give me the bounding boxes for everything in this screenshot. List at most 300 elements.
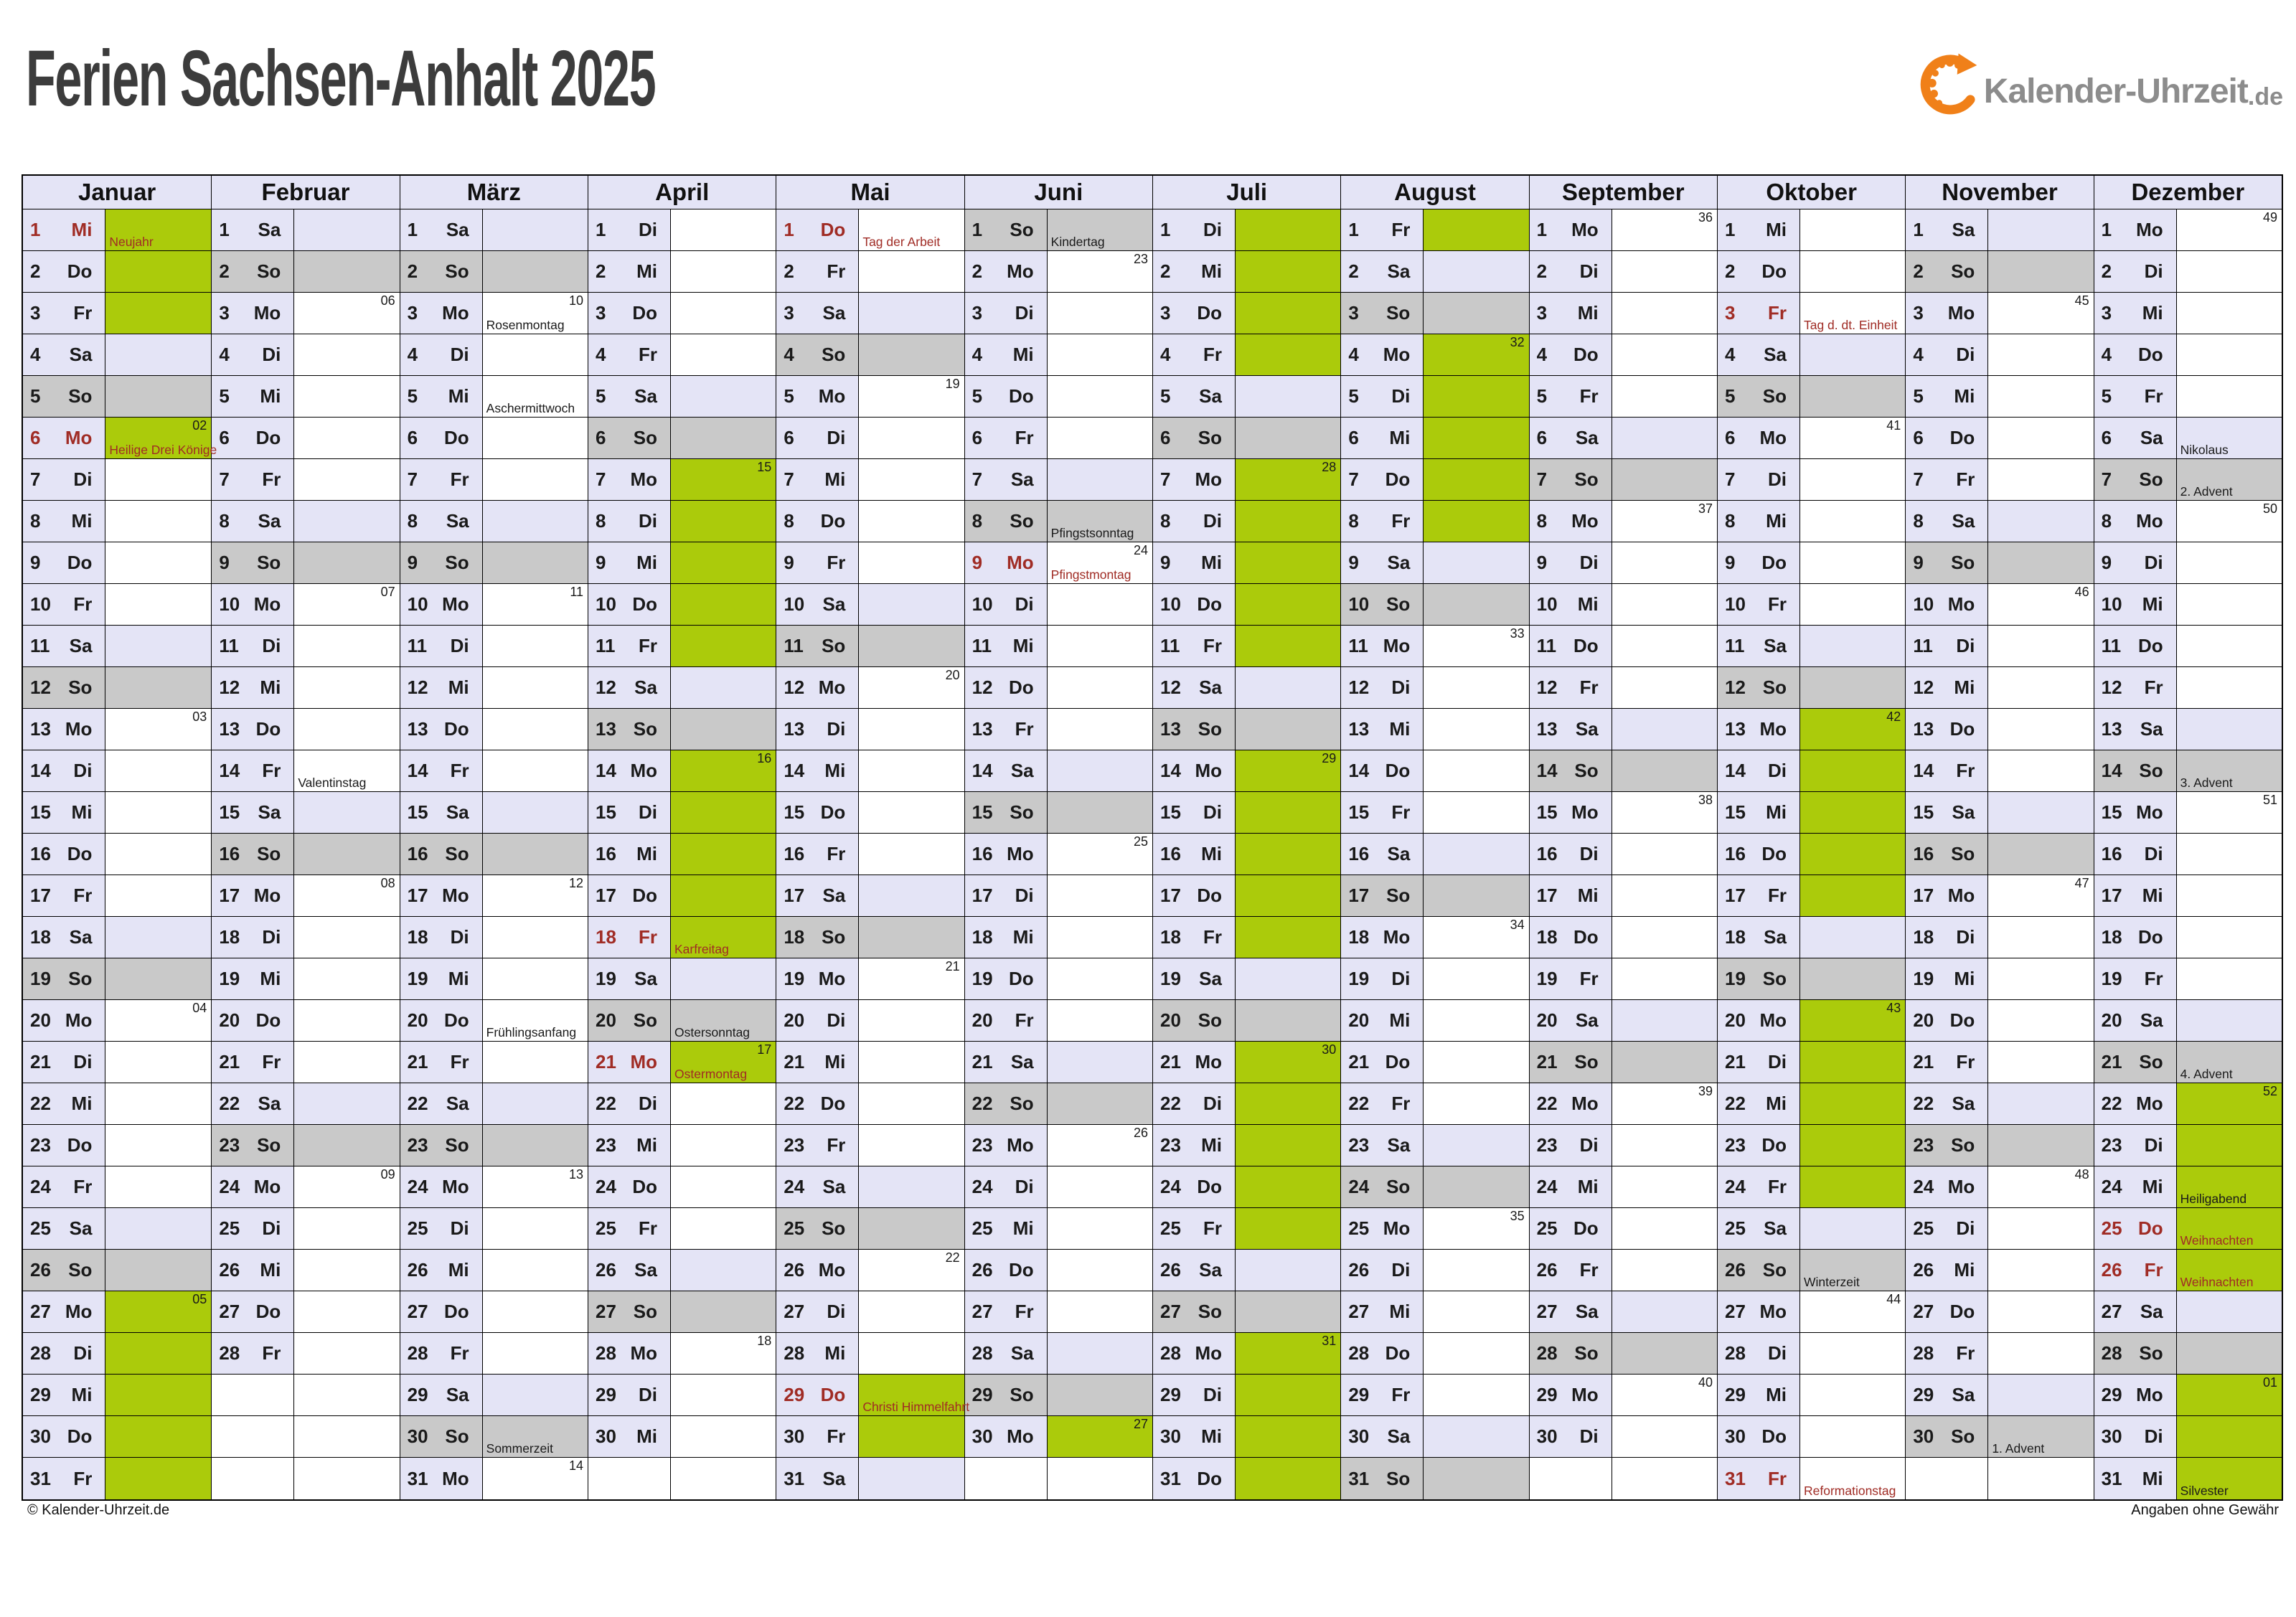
day-cell (1341, 251, 1424, 292)
day-row-Februar-12 (212, 667, 399, 709)
event-cell (1424, 1458, 1528, 1499)
weekday-label: Do (255, 427, 281, 448)
weekday-label: Fr (1767, 593, 1787, 615)
event-cell (1612, 542, 1717, 583)
day-row-April-13 (588, 709, 776, 750)
day-cell (588, 584, 671, 625)
day-cell (1906, 958, 1988, 999)
day-row-September-17 (1530, 875, 1717, 917)
day-number: 8 (1348, 510, 1359, 532)
day-row-November-30 (1906, 1416, 2093, 1458)
weekday-label: Fr (73, 1467, 93, 1489)
day-row-August-5 (1341, 376, 1528, 418)
week-number: 50 (2262, 501, 2277, 516)
weekday-label: Fr (1015, 718, 1034, 740)
event-cell (105, 1333, 211, 1374)
day-number: 10 (1725, 593, 1746, 615)
day-row-März-6 (400, 418, 588, 459)
day-number: 25 (1160, 1217, 1181, 1239)
day-cell (1718, 1083, 1800, 1124)
week-number: 49 (2262, 210, 2277, 225)
month-column-Mai (776, 176, 970, 1499)
event-cell (1236, 1083, 1340, 1124)
event-cell (671, 1291, 776, 1332)
weekday-label: Mo (442, 593, 469, 615)
weekday-label: So (257, 260, 281, 282)
weekday-label: Sa (258, 510, 281, 532)
day-row-Februar-3 (212, 293, 399, 334)
day-number: 5 (2101, 385, 2112, 407)
weekday-label: Fr (1203, 635, 1222, 656)
day-row-September-4 (1530, 334, 1717, 376)
weekday-label: Di (2144, 552, 2163, 573)
weekday-label: Fr (450, 468, 469, 490)
day-number: 21 (407, 1051, 428, 1072)
weekday-label: Do (1197, 1467, 1222, 1489)
day-cell (588, 667, 671, 708)
event-cell (1236, 917, 1340, 958)
event-cell (1988, 626, 2093, 666)
day-cell (1718, 1333, 1800, 1374)
event-cell (1424, 875, 1528, 916)
weekday-label: Sa (69, 344, 93, 365)
day-cell (588, 459, 671, 500)
day-number: 19 (784, 968, 805, 989)
day-cell (776, 792, 859, 833)
day-cell (1341, 917, 1424, 958)
event-cell (483, 1000, 588, 1041)
day-number: 26 (2101, 1259, 2122, 1281)
day-cell (2094, 334, 2177, 375)
day-row-Juni-22 (965, 1083, 1152, 1125)
day-row-April-10 (588, 584, 776, 626)
day-number: 5 (407, 385, 418, 407)
event-cell (483, 334, 588, 375)
weekday-label: Di (1767, 1342, 1787, 1364)
day-number: 13 (219, 718, 240, 740)
day-cell (400, 1208, 483, 1249)
day-cell (1530, 875, 1612, 916)
day-row-Mai-6 (776, 418, 964, 459)
weekday-label: Mo (1007, 1134, 1034, 1156)
event-cell (294, 834, 399, 874)
day-row-März-30 (400, 1416, 588, 1458)
day-number: 8 (30, 510, 41, 532)
day-number: 8 (1160, 510, 1171, 532)
day-row-Juli-29 (1153, 1375, 1340, 1416)
weekday-label: Sa (1952, 1093, 1975, 1114)
event-cell (105, 750, 211, 791)
week-number: 14 (568, 1458, 583, 1473)
day-cell (400, 834, 483, 874)
day-number: 18 (596, 926, 616, 948)
event-cell (859, 875, 964, 916)
day-row-Mai-22 (776, 1083, 964, 1125)
weekday-label: Di (1579, 260, 1599, 282)
day-cell (400, 917, 483, 958)
day-row-Januar-26 (23, 1250, 211, 1291)
day-number: 31 (30, 1467, 51, 1489)
day-row-August-28 (1341, 1333, 1528, 1375)
day-number: 29 (1160, 1384, 1181, 1405)
month-column-November (1905, 176, 2093, 1499)
holiday-note: 4. Advent (2180, 1066, 2233, 1081)
day-number: 9 (971, 552, 983, 573)
day-row-August-15 (1341, 792, 1528, 834)
event-cell (1048, 1000, 1152, 1041)
day-cell (23, 1083, 105, 1124)
day-cell (965, 1000, 1048, 1041)
day-number: 20 (1913, 1009, 1934, 1031)
weekday-label: Di (1579, 843, 1599, 864)
holiday-note: 2. Advent (2180, 484, 2233, 499)
day-cell (212, 875, 294, 916)
weekday-label: Mo (1571, 510, 1599, 532)
day-cell (1341, 1083, 1424, 1124)
weekday-label: Do (2137, 1217, 2163, 1239)
event-cell (1800, 418, 1905, 458)
event-cell (483, 1375, 588, 1415)
day-number: 17 (596, 885, 616, 906)
day-number: 21 (1725, 1051, 1746, 1072)
day-cell (400, 1083, 483, 1124)
day-number: 12 (1725, 676, 1746, 698)
day-row-März-4 (400, 334, 588, 376)
holiday-note: Karfreitag (674, 941, 729, 956)
day-number: 17 (30, 885, 51, 906)
weekday-label: Fr (1956, 1342, 1975, 1364)
event-cell (294, 750, 399, 791)
weekday-label: Di (1391, 676, 1411, 698)
day-number: 5 (784, 385, 794, 407)
day-row-September-23 (1530, 1125, 1717, 1166)
weekday-label: Fr (2144, 968, 2163, 989)
day-cell (1341, 459, 1424, 500)
day-number: 17 (784, 885, 805, 906)
day-number: 1 (1536, 219, 1548, 240)
week-number: 23 (1133, 252, 1148, 266)
weekday-label: Mo (1383, 1217, 1411, 1239)
month-column-April (588, 176, 776, 1499)
day-row-März-27 (400, 1291, 588, 1333)
event-cell (294, 1250, 399, 1291)
day-cell (212, 1458, 294, 1499)
weekday-label: Fr (73, 1176, 93, 1197)
day-row-November-21 (1906, 1042, 2093, 1083)
day-row-Juni-11 (965, 626, 1152, 667)
day-row-Oktober-15 (1718, 792, 1905, 834)
event-cell (1424, 334, 1528, 375)
day-number: 2 (784, 260, 794, 282)
event-cell (2177, 334, 2282, 375)
day-row-März-9 (400, 542, 588, 584)
week-number: 11 (570, 585, 583, 599)
weekday-label: Di (1767, 1051, 1787, 1072)
day-row-November-19 (1906, 958, 2093, 1000)
day-number: 19 (30, 968, 51, 989)
day-row-September-2 (1530, 251, 1717, 293)
day-number: 20 (1160, 1009, 1181, 1031)
event-cell (2177, 750, 2282, 791)
event-cell (1988, 584, 2093, 625)
day-number: 13 (784, 718, 805, 740)
weekday-label: Mi (1389, 718, 1411, 740)
day-number: 10 (407, 593, 428, 615)
day-row-Januar-23 (23, 1125, 211, 1166)
day-number: 30 (2101, 1425, 2122, 1447)
week-number: 27 (1133, 1417, 1148, 1431)
day-cell (1341, 542, 1424, 583)
day-number: 9 (219, 552, 230, 573)
day-row-April-30 (588, 1416, 776, 1458)
day-cell (965, 376, 1048, 417)
week-number: 20 (945, 668, 960, 682)
day-cell (1153, 1416, 1236, 1457)
day-number: 8 (971, 510, 983, 532)
day-row-Juli-10 (1153, 584, 1340, 626)
weekday-label: Di (1015, 1176, 1034, 1197)
day-row-April-26 (588, 1250, 776, 1291)
event-cell (1424, 1208, 1528, 1249)
day-cell (400, 293, 483, 334)
day-cell (212, 667, 294, 708)
day-cell (2094, 1416, 2177, 1457)
weekday-label: Fr (1956, 1051, 1975, 1072)
day-cell (776, 542, 859, 583)
weekday-label: So (1574, 1342, 1599, 1364)
day-number: 29 (1348, 1384, 1370, 1405)
event-cell (1612, 334, 1717, 375)
weekday-label: Mi (1201, 1425, 1222, 1447)
day-row-Oktober-5 (1718, 376, 1905, 418)
day-cell (1341, 626, 1424, 666)
day-cell (965, 459, 1048, 500)
day-number: 29 (1725, 1384, 1746, 1405)
day-row-Juni-30 (965, 1416, 1152, 1458)
day-cell (1718, 376, 1800, 417)
day-number: 11 (1725, 635, 1745, 656)
day-row-Mai-9 (776, 542, 964, 584)
day-row-Mai-25 (776, 1208, 964, 1250)
event-cell (671, 1042, 776, 1083)
week-number: 45 (2074, 293, 2089, 308)
event-cell (105, 834, 211, 874)
day-row-Februar-22 (212, 1083, 399, 1125)
day-number: 23 (30, 1134, 51, 1156)
day-number: 1 (596, 219, 606, 240)
month-header: März (400, 176, 588, 209)
day-row-April-11 (588, 626, 776, 667)
weekday-label: Do (1385, 468, 1411, 490)
day-row-Mai-27 (776, 1291, 964, 1333)
weekday-label: So (68, 385, 93, 407)
event-cell (105, 418, 217, 458)
day-number: 17 (1160, 885, 1181, 906)
day-number: 12 (2101, 676, 2122, 698)
month-header: April (588, 176, 776, 209)
day-cell (965, 958, 1048, 999)
event-cell (1612, 584, 1717, 625)
day-number: 13 (30, 718, 51, 740)
day-row-März-16 (400, 834, 588, 875)
weekday-label: Sa (69, 635, 93, 656)
weekday-label: Sa (1199, 968, 1222, 989)
day-number: 14 (784, 760, 805, 781)
day-number: 4 (407, 344, 418, 365)
day-cell (588, 626, 671, 666)
day-cell (400, 209, 483, 250)
day-row-April-23 (588, 1125, 776, 1166)
weekday-label: Fr (1579, 968, 1599, 989)
day-row-März-10 (400, 584, 588, 626)
weekday-label: Di (73, 760, 93, 781)
weekday-label: Di (1767, 760, 1787, 781)
day-cell (1906, 334, 1988, 375)
day-cell (588, 1000, 671, 1041)
event-cell (671, 1166, 776, 1207)
week-number: 04 (192, 1001, 207, 1015)
weekday-label: So (445, 1134, 469, 1156)
day-number: 22 (2101, 1093, 2122, 1114)
event-cell (483, 834, 588, 874)
day-cell (212, 709, 294, 750)
day-row-Oktober-10 (1718, 584, 1905, 626)
weekday-label: Mo (1195, 468, 1222, 490)
day-cell (2094, 542, 2177, 583)
day-row-Oktober-29 (1718, 1375, 1905, 1416)
event-cell (1612, 459, 1717, 500)
event-cell (1424, 209, 1528, 250)
event-cell (671, 501, 776, 542)
event-cell (1800, 209, 1905, 250)
day-cell (2094, 376, 2177, 417)
weekday-label: Sa (822, 302, 846, 324)
weekday-label: So (445, 1425, 469, 1447)
weekday-label: Fr (1203, 344, 1222, 365)
weekday-label: Mo (2136, 1093, 2163, 1114)
month-column-Juli (1152, 176, 1340, 1499)
day-cell (776, 1416, 859, 1457)
event-cell (1612, 293, 1717, 334)
day-cell (212, 334, 294, 375)
day-number: 6 (971, 427, 983, 448)
day-number: 25 (971, 1217, 993, 1239)
day-row-August-31 (1341, 1458, 1528, 1499)
day-number: 5 (1913, 385, 1924, 407)
day-row-Mai-12 (776, 667, 964, 709)
site-logo (1914, 44, 2283, 119)
day-row-Mai-18 (776, 917, 964, 958)
day-number: 3 (784, 302, 794, 324)
weekday-label: Mo (1383, 635, 1411, 656)
day-row-Juni-3 (965, 293, 1152, 334)
event-cell (1612, 1375, 1717, 1415)
event-cell (1236, 209, 1340, 250)
day-cell (776, 459, 859, 500)
day-row-April-8 (588, 501, 776, 542)
day-cell (23, 626, 105, 666)
week-number: 16 (757, 751, 772, 765)
day-number: 24 (1160, 1176, 1181, 1197)
day-row-August-13 (1341, 709, 1528, 750)
day-number: 15 (1913, 801, 1934, 823)
day-row-März-3 (400, 293, 588, 334)
day-row-August-16 (1341, 834, 1528, 875)
day-row-November-17 (1906, 875, 2093, 917)
event-cell (2177, 1000, 2282, 1041)
weekday-label: Mi (1954, 968, 1975, 989)
day-row-April-16 (588, 834, 776, 875)
day-cell (776, 501, 859, 542)
week-number: 35 (1510, 1209, 1525, 1223)
weekday-label: Mo (1007, 260, 1034, 282)
event-cell (483, 1125, 588, 1166)
day-cell (400, 542, 483, 583)
event-cell (105, 1000, 211, 1041)
day-row-Juni-6 (965, 418, 1152, 459)
event-cell (105, 1416, 211, 1457)
event-cell (1988, 667, 2093, 708)
day-cell (23, 1125, 105, 1166)
event-cell (2177, 667, 2282, 708)
day-cell (1718, 251, 1800, 292)
day-row-Oktober-11 (1718, 626, 1905, 667)
event-cell (1612, 1458, 1717, 1499)
weekday-label: Mi (71, 510, 93, 532)
event-cell (483, 626, 588, 666)
day-cell (1718, 1458, 1800, 1499)
event-cell (294, 459, 399, 500)
day-row-September-24 (1530, 1166, 1717, 1208)
weekday-label: Do (67, 1134, 93, 1156)
event-cell (1800, 1125, 1905, 1166)
day-cell (588, 1250, 671, 1291)
day-row-August-12 (1341, 667, 1528, 709)
day-number: 17 (2101, 885, 2122, 906)
day-row-Oktober-2 (1718, 251, 1905, 293)
event-cell (1612, 1208, 1717, 1249)
day-cell (1906, 667, 1988, 708)
day-cell (1530, 251, 1612, 292)
day-cell (212, 626, 294, 666)
weekday-label: So (1386, 302, 1411, 324)
weekday-label: Sa (634, 968, 657, 989)
day-number: 9 (784, 552, 794, 573)
event-cell (1424, 958, 1528, 999)
day-row-November-7 (1906, 459, 2093, 501)
day-cell (1341, 667, 1424, 708)
day-row-Oktober-4 (1718, 334, 1905, 376)
day-number: 24 (2101, 1176, 2122, 1197)
event-cell (105, 459, 211, 500)
day-cell (965, 626, 1048, 666)
day-number: 5 (30, 385, 41, 407)
weekday-label: Di (1391, 385, 1411, 407)
day-cell (1906, 1000, 1988, 1041)
day-row-Februar-20 (212, 1000, 399, 1042)
weekday-label: Fr (1015, 1301, 1034, 1322)
day-number: 1 (1160, 219, 1171, 240)
day-row-Juni-18 (965, 917, 1152, 958)
holiday-note: Heiligabend (2180, 1191, 2247, 1206)
day-cell (2094, 293, 2177, 334)
day-cell (400, 584, 483, 625)
week-number: 09 (380, 1167, 395, 1182)
weekday-label: Fr (73, 302, 93, 324)
weekday-label: So (1198, 718, 1222, 740)
day-number: 24 (1913, 1176, 1934, 1197)
weekday-label: Do (1761, 1134, 1787, 1156)
